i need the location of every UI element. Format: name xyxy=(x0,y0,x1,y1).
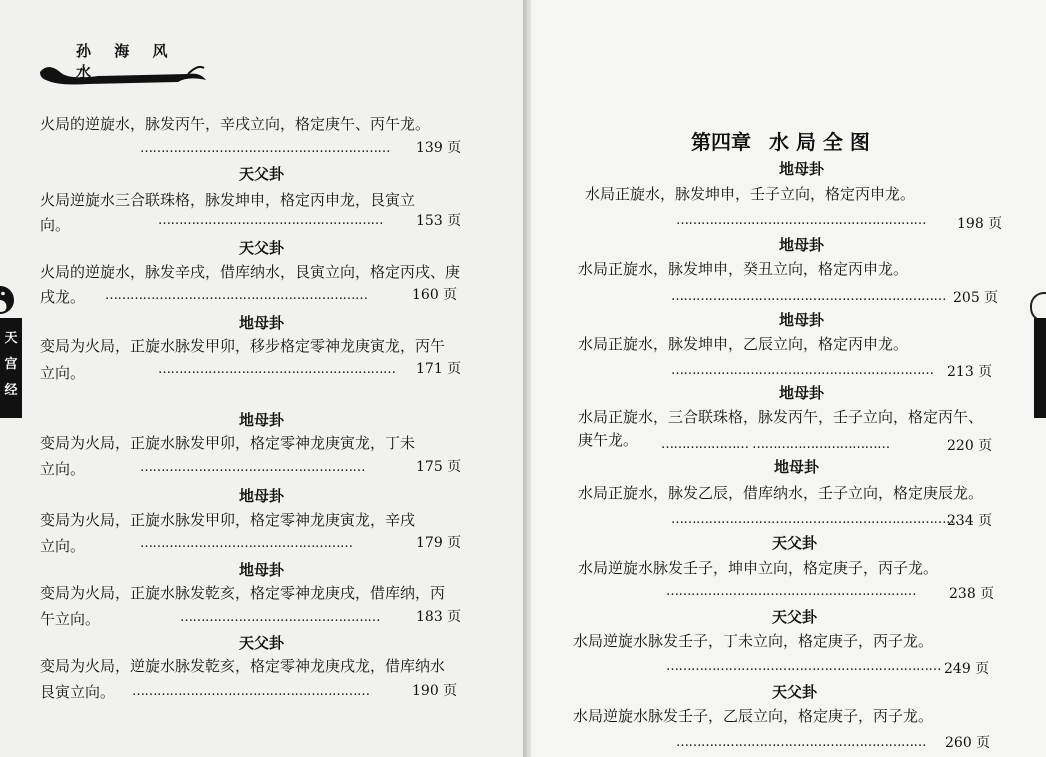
running-header xyxy=(38,40,208,90)
entry-text: 火局逆旋水三合联珠格，脉发坤申，格定丙申龙，艮寅立 xyxy=(40,191,416,209)
leader-dots: …………………………………………………………… xyxy=(671,512,959,527)
gua-heading: 地母卦 xyxy=(779,384,825,402)
entry-text: 变局为火局，正旋水脉发乾亥，格定零神龙庚戌，借库纳，丙 xyxy=(40,584,446,602)
leader-dots: ………………………………………………… xyxy=(132,684,370,699)
leader-dots: ………………………………………………………… xyxy=(666,659,941,674)
side-tab xyxy=(0,318,22,418)
page-number: 220 页 xyxy=(947,438,993,454)
page-number: 190 页 xyxy=(412,683,458,699)
gua-heading: 地母卦 xyxy=(239,411,285,429)
leader-dots: …………………………………………………… xyxy=(676,213,926,228)
page-number: 205 页 xyxy=(953,290,999,306)
leader-dots: ……………………………………………… xyxy=(158,213,383,228)
leader-dots: …………………………………………………… xyxy=(676,735,926,750)
page-number: 238 页 xyxy=(949,586,995,602)
gua-heading: 地母卦 xyxy=(774,458,820,476)
page-number: 249 页 xyxy=(944,661,990,677)
leader-dots: ……………………………………………………… xyxy=(105,288,368,303)
entry-text: 变局为火局，正旋水脉发甲卯，移步格定零神龙庚寅龙，丙午 xyxy=(40,337,446,355)
leader-dots: ………………………………………… xyxy=(180,610,380,625)
taiji-icon xyxy=(0,285,22,315)
gua-heading: 地母卦 xyxy=(239,487,285,505)
page-number: 213 页 xyxy=(947,364,993,380)
entry-text: 火局的逆旋水，脉发辛戌，借库纳水，艮寅立向，格定丙戌、庚 xyxy=(40,263,461,281)
side-tab-right xyxy=(1034,318,1046,418)
leader-dots: …………………………………………… xyxy=(140,536,353,551)
entry-text: 立向。 xyxy=(40,537,86,555)
entry-text: 水局正旋水，脉发坤申，癸丑立向，格定丙申龙。 xyxy=(578,260,909,278)
leader-dots: ………………… …………………………… xyxy=(661,437,890,452)
gua-heading: 天父卦 xyxy=(239,165,285,183)
leader-dots: ……………………………………………… xyxy=(140,460,365,475)
entry-text: 向。 xyxy=(40,216,71,234)
page-number: 234 页 xyxy=(947,513,993,529)
gua-heading: 天父卦 xyxy=(239,239,285,257)
gua-heading: 天父卦 xyxy=(772,608,818,626)
gua-heading: 地母卦 xyxy=(779,236,825,254)
entry-text: 艮寅立向。 xyxy=(40,683,116,701)
entry-text: 立向。 xyxy=(40,460,86,478)
chapter-number: 第四章 xyxy=(691,130,751,154)
gua-heading: 天父卦 xyxy=(239,634,285,652)
entry-text: 变局为火局，正旋水脉发甲卯，格定零神龙庚寅龙，丁未 xyxy=(40,434,416,452)
page-number: 183 页 xyxy=(416,609,462,625)
leader-dots: ……………………………………………………… xyxy=(671,363,934,378)
header-swoosh-ornament xyxy=(38,58,208,88)
leader-dots: …………………………………………………… xyxy=(666,584,916,599)
page-number: 198 页 xyxy=(957,216,1003,232)
entry-text: 午立向。 xyxy=(40,610,101,628)
gua-heading: 地母卦 xyxy=(779,160,825,178)
page-number: 139 页 xyxy=(416,140,462,156)
entry-text: 立向。 xyxy=(40,364,86,382)
gua-heading: 天父卦 xyxy=(772,534,818,552)
right-page xyxy=(531,0,1046,757)
entry-text: 水局逆旋水脉发壬子，乙辰立向，格定庚子，丙子龙。 xyxy=(573,707,934,725)
page-number: 153 页 xyxy=(416,213,462,229)
leader-dots: ………………………………………………………… xyxy=(671,289,946,304)
header-title: 孙 海 风 水 xyxy=(76,42,177,81)
gua-heading: 地母卦 xyxy=(779,311,825,329)
entry-text: 水局正旋水，脉发坤申，乙辰立向，格定丙申龙。 xyxy=(578,335,909,353)
entry-text: 水局正旋水，脉发坤申，壬子立向，格定丙申龙。 xyxy=(585,185,916,203)
page-number: 175 页 xyxy=(416,459,462,475)
entry-text: 变局为火局，逆旋水脉发乾亥，格定零神龙庚戌龙，借库纳水 xyxy=(40,657,446,675)
page-number: 160 页 xyxy=(412,287,458,303)
page-number: 179 页 xyxy=(416,535,462,551)
entry-text: 戌龙。 xyxy=(40,288,86,306)
leader-dots: ………………………………………………… xyxy=(158,362,396,377)
gua-heading: 地母卦 xyxy=(239,561,285,579)
gua-heading: 天父卦 xyxy=(772,683,818,701)
page-number: 260 页 xyxy=(945,735,991,751)
entry-text: 水局逆旋水脉发壬子，丁未立向，格定庚子，丙子龙。 xyxy=(573,632,934,650)
chapter-title: 水 局 全 图 xyxy=(769,130,870,154)
gua-heading: 地母卦 xyxy=(239,314,285,332)
entry-text: 水局正旋水，三合联珠格，脉发丙午，壬子立向，格定丙午、 xyxy=(578,408,984,426)
entry-text: 变局为火局，正旋水脉发甲卯，格定零神龙庚寅龙，辛戌 xyxy=(40,511,416,529)
chapter-heading xyxy=(691,129,870,155)
book-gutter xyxy=(523,0,531,757)
page-number: 171 页 xyxy=(416,361,462,377)
side-tab-label: 天 宫 经 xyxy=(4,331,18,398)
entry-text: 水局逆旋水脉发壬子，坤申立向，格定庚子，丙子龙。 xyxy=(578,559,939,577)
entry-text: 火局的逆旋水，脉发丙午，辛戌立向，格定庚午、丙午龙。 xyxy=(40,115,431,133)
leader-dots: …………………………………………………… xyxy=(140,141,390,156)
entry-text: 庚午龙。 xyxy=(578,431,639,449)
entry-text: 水局正旋水，脉发乙辰，借库纳水，壬子立向，格定庚辰龙。 xyxy=(578,484,984,502)
